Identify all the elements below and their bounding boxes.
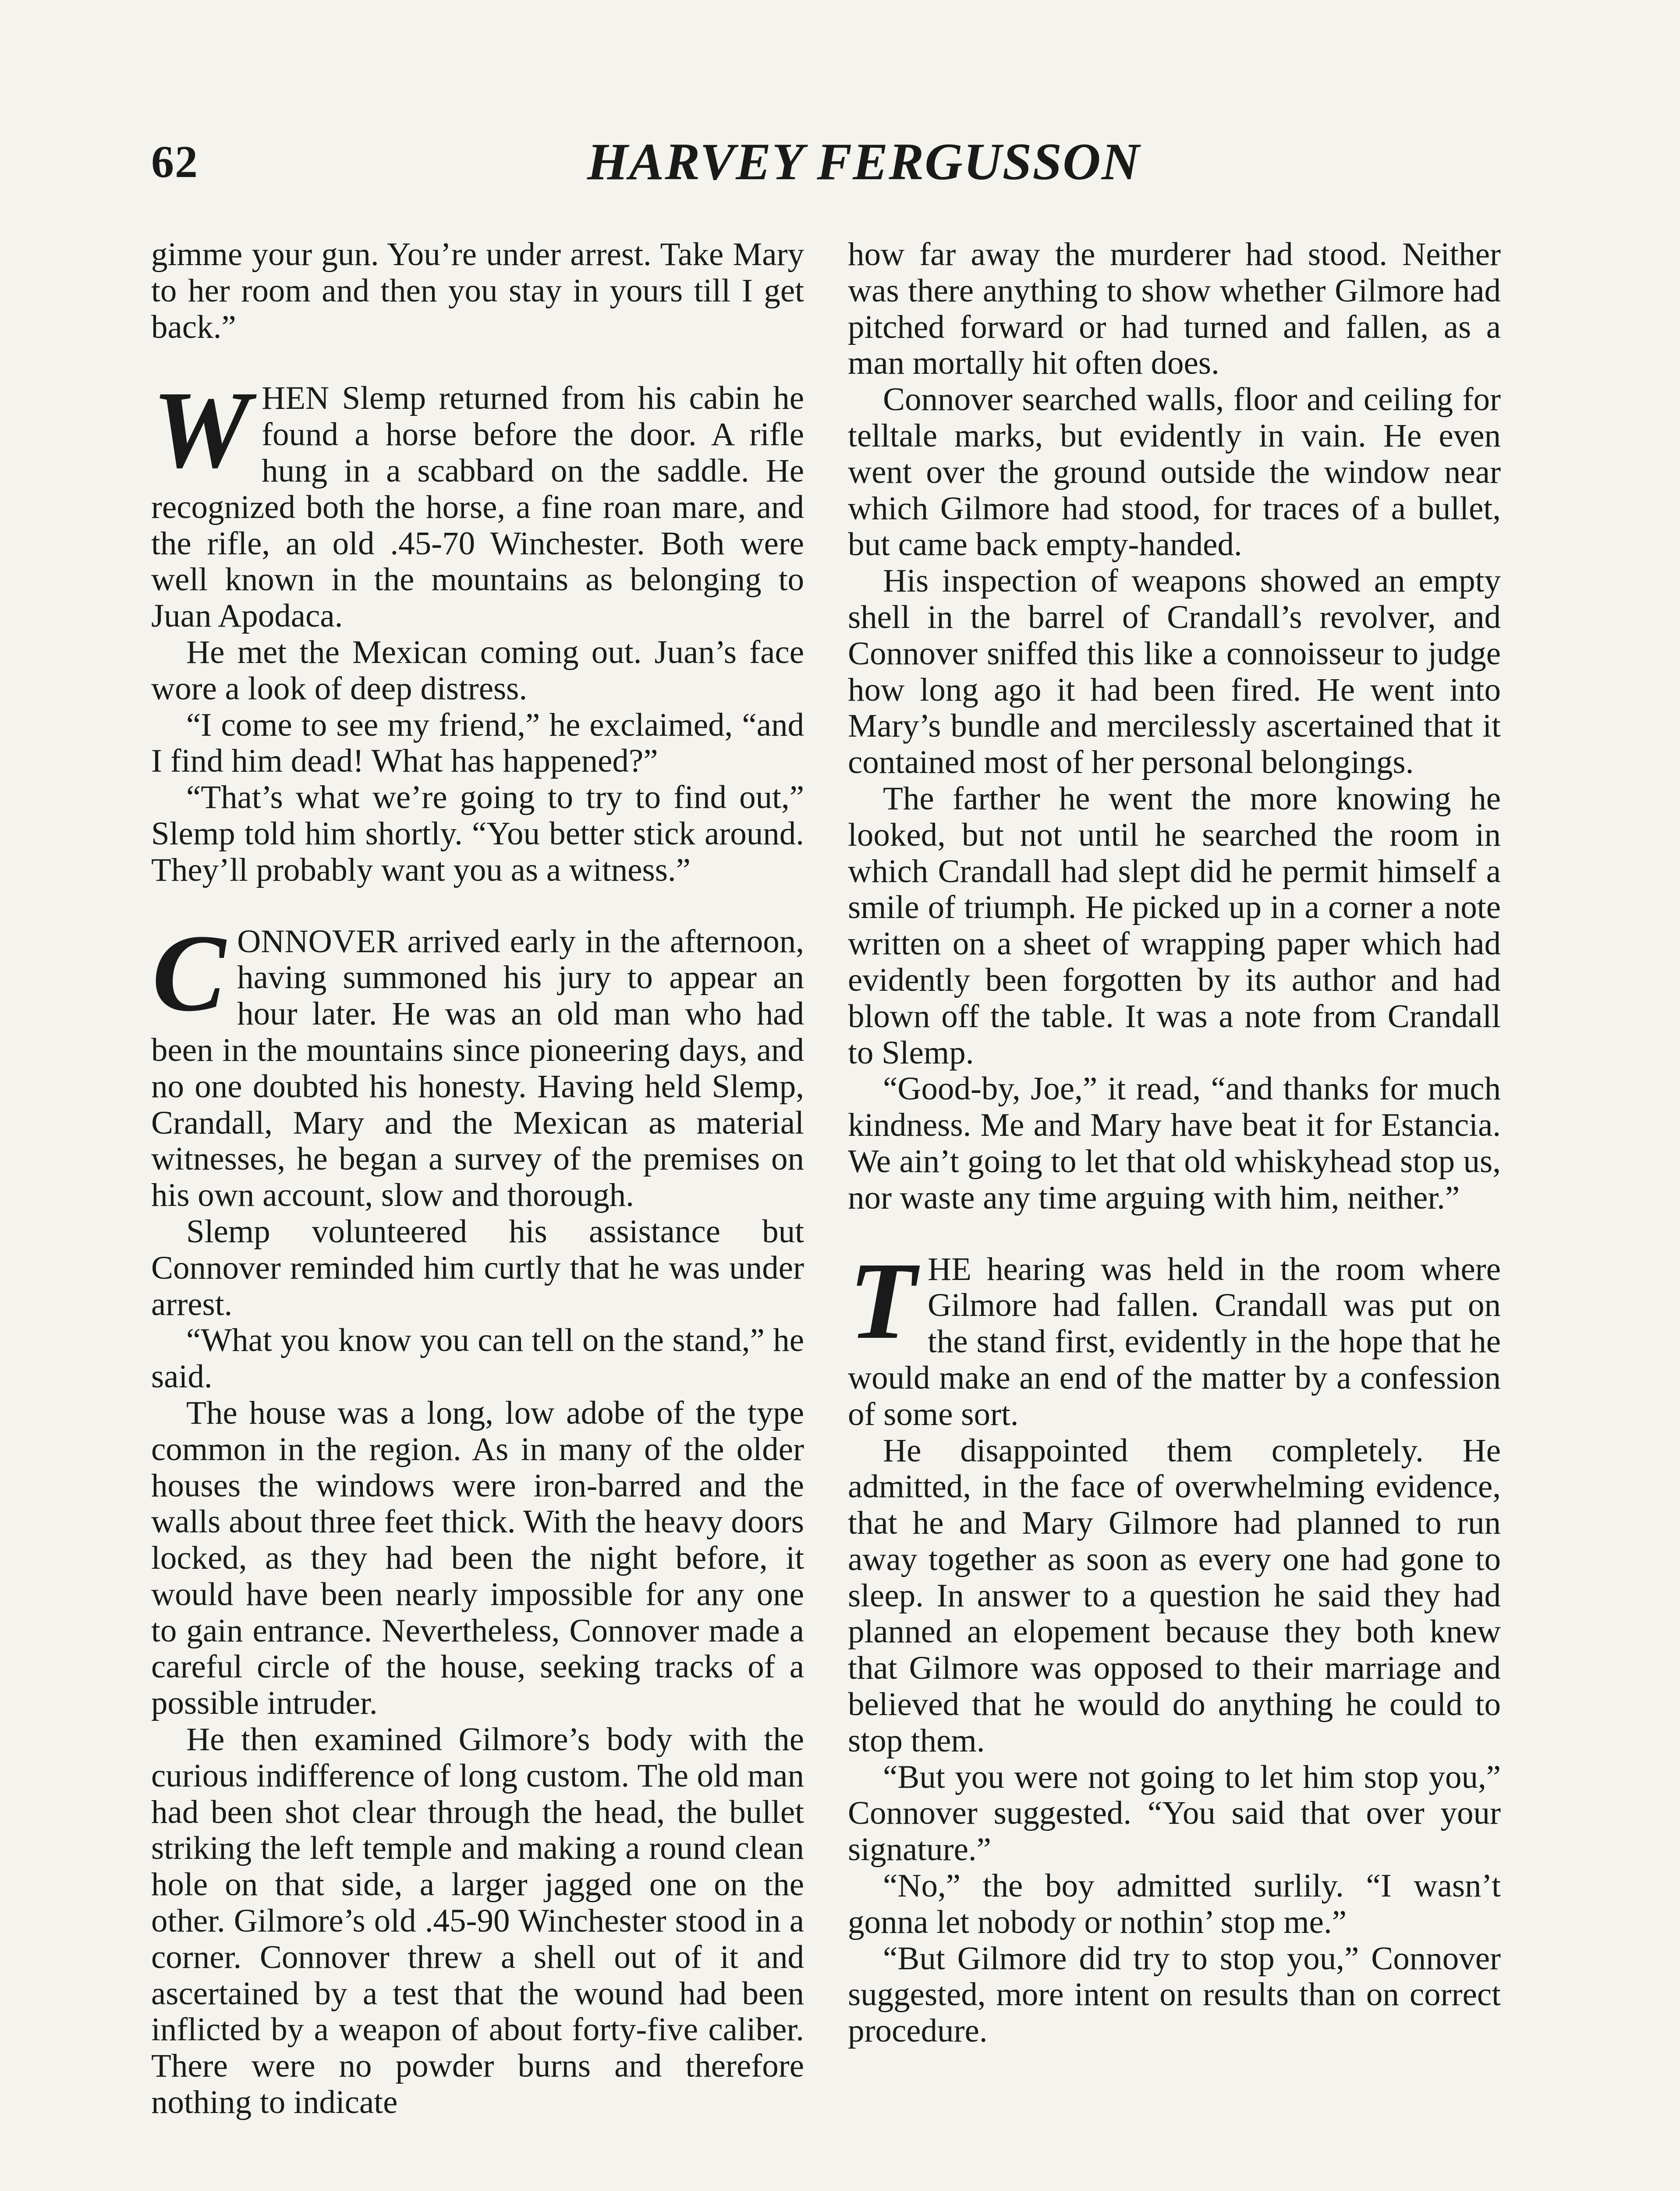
- paragraph: gimme your gun. You’re under arrest. Take Mary to her room and then you stay in yours till I get back.”: [151, 236, 804, 345]
- paragraph: “What you know you can tell on the stand,” he said.: [151, 1322, 804, 1395]
- drop-cap: W: [152, 368, 251, 491]
- paragraph: He then examined Gilmore’s body with the curious indifference of long custom. The old man had been shot clear through the head, the bullet striking the left temple and making a round clean hole on that side, a larger jagged one on the other. Gilmore’s old .45-90 Winchester stood in a corner. Connover threw a shell out of it and ascertained by a test that the wound had been inflicted by a weapon of about forty-five caliber. There were no powder burns and therefore nothing to indicate: [151, 1721, 804, 2121]
- paragraph: “But Gilmore did try to stop you,” Connover suggested, more intent on results than on correct procedure.: [848, 1940, 1501, 2049]
- paragraph: Slemp volunteered his assistance but Connover reminded him curtly that he was under arrest.: [151, 1213, 804, 1322]
- paragraph-text: ONNOVER arrived early in the afternoon, having summoned his jury to appear an hour later. He was an old man who had been in the mountains since pioneering days, and no one doubted his honesty. Having held Slemp, Crandall, Mary and the Mexican as material witnesses, he began a survey of the premises on his own account, slow and thorough.: [151, 923, 804, 1214]
- paragraph: “That’s what we’re going to try to find out,” Slemp told him shortly. “You better stick around. They’ll probably want you as a witness.”: [151, 779, 804, 888]
- paragraph: The house was a long, low adobe of the type common in the region. As in many of the older houses the windows were iron-barred and the walls about three feet thick. With the heavy doors locked, as they had been the night before, it would have been nearly impossible for any one to gain entrance. Nevertheless, Connover made a careful circle of the house, seeking tracks of a possible intruder.: [151, 1394, 804, 1722]
- section-paragraph: [151, 911, 804, 1214]
- paragraph: He met the Mexican coming out. Juan’s face wore a look of deep distress.: [151, 634, 804, 707]
- section-paragraph: [848, 1239, 1501, 1433]
- section-paragraph: [151, 368, 804, 635]
- left-column: [151, 237, 804, 2121]
- paragraph: “But you were not going to let him stop you,” Connover suggested. “You said that over your signature.”: [848, 1758, 1501, 1868]
- paragraph-text: HEN Slemp returned from his cabin he found a horse before the door. A rifle hung in a scabbard on the saddle. He recognized both the horse, a fine roan mare, and the rifle, an old .45-70 Winchester. Both were well known in the mountains as belonging to Juan Apodaca.: [151, 380, 804, 635]
- page-number: 62: [151, 137, 198, 187]
- paragraph: The farther he went the more knowing he looked, but not until he searched the room in which Crandall had slept did he permit himself a smile of triumph. He picked up in a corner a note written on a sheet of wrapping paper which had evidently been forgotten by its author and had blown off the table. It was a note from Crandall to Slemp.: [848, 780, 1501, 1071]
- paragraph: “Good-by, Joe,” it read, “and thanks for much kindness. Me and Mary have beat it for Estancia. We ain’t going to let that old whiskyhead stop us, nor waste any time arguing with him, neither.”: [848, 1071, 1501, 1216]
- paragraph: Connover searched walls, floor and ceiling for telltale marks, but evidently in vain. He even went over the ground outside the window near which Gilmore had stood, for traces of a bullet, but came back empty-handed.: [848, 381, 1501, 563]
- paragraph: how far away the murderer had stood. Neither was there anything to show whether Gilmore had pitched forward or had turned and fallen, as a man mortally hit often does.: [848, 236, 1501, 382]
- paragraph: He disappointed them completely. He admitted, in the face of overwhelming evidence, that he and Mary Gilmore had planned to run away together as soon as every one had gone to sleep. In answer to a question he said they had planned an elopement because they both knew that Gilmore was opposed to their marriage and believed that he would do anything he could to stop them.: [848, 1432, 1501, 1759]
- paragraph-text: HE hearing was held in the room where Gilmore had fallen. Crandall was put on the stand first, evidently in the hope that he would make an end of the matter by a confession of some sort.: [848, 1251, 1501, 1432]
- paragraph: “No,” the boy admitted surlily. “I wasn’t gonna let nobody or nothin’ stop me.”: [848, 1868, 1501, 1940]
- running-head: HARVEY FERGUSSON: [587, 132, 1141, 191]
- drop-cap: C: [152, 911, 226, 1034]
- paragraph: His inspection of weapons showed an empty shell in the barrel of Crandall’s revolver, and Connover sniffed this like a connoisseur to judge how long ago it had been fired. He went into Mary’s bundle and mercilessly ascertained that it contained most of her personal belongings.: [848, 563, 1501, 781]
- right-column: [848, 237, 1501, 2049]
- paragraph: “I come to see my friend,” he exclaimed, “and I find him dead! What has happened?”: [151, 706, 804, 780]
- drop-cap: T: [849, 1239, 916, 1362]
